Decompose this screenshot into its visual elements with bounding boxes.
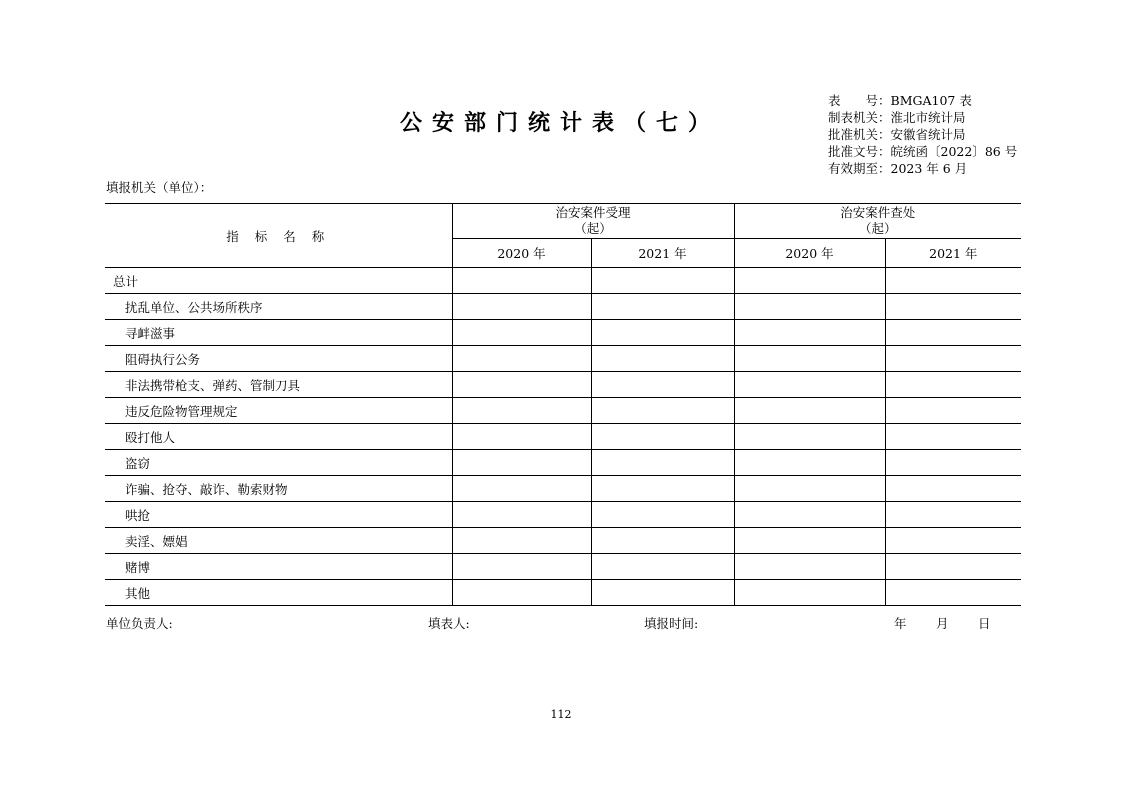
data-cell[interactable] xyxy=(885,320,1021,346)
data-cell[interactable] xyxy=(591,554,734,580)
data-cell[interactable] xyxy=(452,528,591,554)
page-title: 公安部门统计表（七） xyxy=(399,110,720,136)
data-cell[interactable] xyxy=(885,476,1021,502)
table-row xyxy=(105,294,1021,320)
data-cell[interactable] xyxy=(734,554,885,580)
table-row xyxy=(105,554,1021,580)
date-day-label: 日 xyxy=(978,616,991,631)
data-cell[interactable] xyxy=(591,450,734,476)
data-cell[interactable] xyxy=(452,502,591,528)
data-cell[interactable] xyxy=(452,320,591,346)
table-row xyxy=(105,346,1021,372)
data-cell[interactable] xyxy=(734,346,885,372)
row-label: 赌博 xyxy=(105,554,452,580)
row-label: 阻碍执行公务 xyxy=(105,346,452,372)
filler-label: 填表人: xyxy=(428,616,470,631)
data-cell[interactable] xyxy=(734,528,885,554)
table-row xyxy=(105,450,1021,476)
table-row xyxy=(105,502,1021,528)
table-row xyxy=(105,580,1021,606)
data-cell[interactable] xyxy=(452,554,591,580)
meta-issuing-authority: 制表机关：淮北市统计局 xyxy=(828,110,966,125)
year-header: 2021 年 xyxy=(591,239,734,268)
table-header-row xyxy=(105,204,1021,239)
row-label: 其他 xyxy=(105,580,452,606)
date-label: 填报时间: xyxy=(644,616,699,631)
data-cell[interactable] xyxy=(885,528,1021,554)
indicator-name-header: 指 标 名 称 xyxy=(105,204,452,268)
meta-form-number: 表 号：BMGA107 表 xyxy=(828,93,972,108)
meta-valid-until: 有效期至：2023 年 6 月 xyxy=(828,161,968,176)
group-header-accepted: 治安案件受理 （起） xyxy=(452,204,734,239)
data-cell[interactable] xyxy=(452,268,591,294)
data-cell[interactable] xyxy=(885,580,1021,606)
row-label-total: 总计 xyxy=(105,268,452,294)
data-cell[interactable] xyxy=(885,294,1021,320)
data-cell[interactable] xyxy=(452,346,591,372)
data-cell[interactable] xyxy=(734,424,885,450)
data-cell[interactable] xyxy=(452,424,591,450)
row-label: 非法携带枪支、弹药、管制刀具 xyxy=(105,372,452,398)
data-cell[interactable] xyxy=(591,424,734,450)
data-cell[interactable] xyxy=(452,580,591,606)
year-header: 2021 年 xyxy=(885,239,1021,268)
meta-approving-authority: 批准机关：安徽省统计局 xyxy=(828,127,966,142)
data-cell[interactable] xyxy=(734,372,885,398)
group-header-handled: 治安案件查处 （起） xyxy=(734,204,1021,239)
data-cell[interactable] xyxy=(734,476,885,502)
date-year-label: 年 xyxy=(894,616,907,631)
data-cell[interactable] xyxy=(885,450,1021,476)
statistics-table xyxy=(105,203,1021,606)
data-cell[interactable] xyxy=(452,372,591,398)
data-cell[interactable] xyxy=(591,580,734,606)
data-cell[interactable] xyxy=(591,294,734,320)
row-label: 盗窃 xyxy=(105,450,452,476)
row-label: 卖淫、嫖娼 xyxy=(105,528,452,554)
data-cell[interactable] xyxy=(591,502,734,528)
meta-approval-number: 批准文号：皖统函〔2022〕86 号 xyxy=(828,144,1018,159)
signature-footer xyxy=(106,614,1006,632)
table-row xyxy=(105,398,1021,424)
data-cell[interactable] xyxy=(591,398,734,424)
date-month-label: 月 xyxy=(936,616,949,631)
year-header: 2020 年 xyxy=(452,239,591,268)
data-cell[interactable] xyxy=(734,294,885,320)
data-cell[interactable] xyxy=(885,424,1021,450)
row-label: 哄抢 xyxy=(105,502,452,528)
data-cell[interactable] xyxy=(591,528,734,554)
data-cell[interactable] xyxy=(452,398,591,424)
data-cell[interactable] xyxy=(452,294,591,320)
data-cell[interactable] xyxy=(734,450,885,476)
page-number: 112 xyxy=(550,708,572,721)
table-row xyxy=(105,528,1021,554)
data-cell[interactable] xyxy=(452,450,591,476)
year-header: 2020 年 xyxy=(734,239,885,268)
data-cell[interactable] xyxy=(885,268,1021,294)
data-cell[interactable] xyxy=(734,502,885,528)
data-cell[interactable] xyxy=(591,476,734,502)
data-cell[interactable] xyxy=(591,372,734,398)
data-cell[interactable] xyxy=(885,346,1021,372)
form-metadata xyxy=(828,92,1017,177)
data-cell[interactable] xyxy=(591,320,734,346)
data-cell[interactable] xyxy=(452,476,591,502)
table-row xyxy=(105,476,1021,502)
row-label: 诈骗、抢夺、敲诈、勒索财物 xyxy=(105,476,452,502)
table-row xyxy=(105,372,1021,398)
data-cell[interactable] xyxy=(885,372,1021,398)
head-label: 单位负责人: xyxy=(106,616,173,631)
row-label: 扰乱单位、公共场所秩序 xyxy=(105,294,452,320)
row-label: 寻衅滋事 xyxy=(105,320,452,346)
data-cell[interactable] xyxy=(885,398,1021,424)
table-row xyxy=(105,424,1021,450)
data-cell[interactable] xyxy=(591,268,734,294)
table-row xyxy=(105,320,1021,346)
data-cell[interactable] xyxy=(885,554,1021,580)
table-row xyxy=(105,268,1021,294)
data-cell[interactable] xyxy=(734,268,885,294)
filler-org-label: 填报机关（单位）： xyxy=(106,180,213,195)
data-cell[interactable] xyxy=(734,398,885,424)
data-cell[interactable] xyxy=(734,320,885,346)
data-cell[interactable] xyxy=(734,580,885,606)
data-cell[interactable] xyxy=(885,502,1021,528)
row-label: 殴打他人 xyxy=(105,424,452,450)
data-cell[interactable] xyxy=(591,346,734,372)
row-label: 违反危险物管理规定 xyxy=(105,398,452,424)
